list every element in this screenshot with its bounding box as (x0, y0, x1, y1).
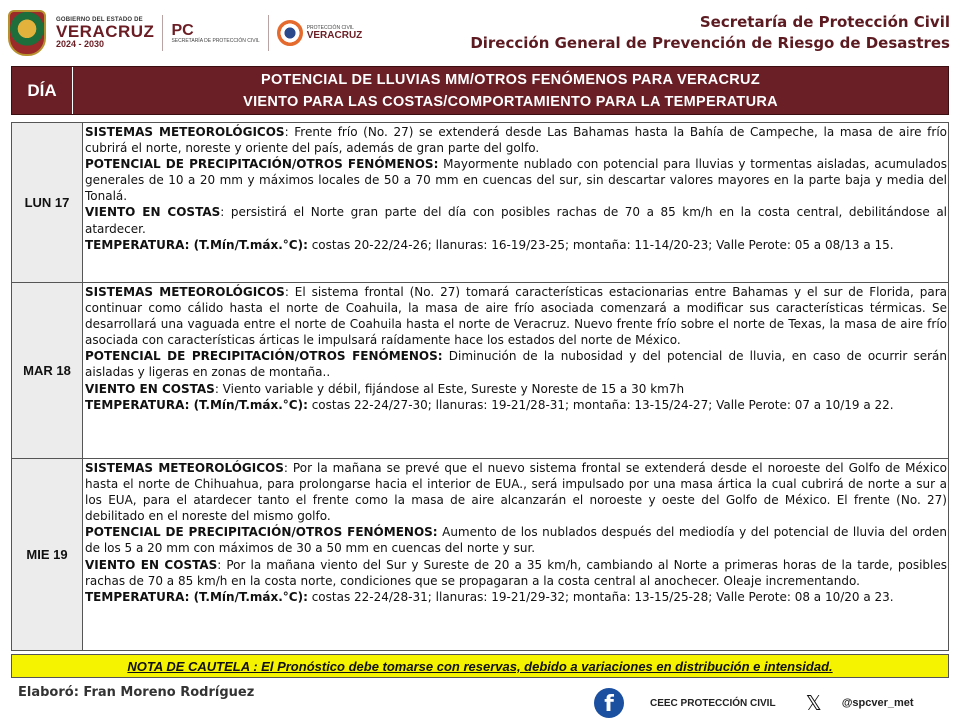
forecast-row-lun17 (12, 123, 948, 283)
pc-veracruz-logo (307, 26, 363, 41)
civil-protection-emblem-icon (277, 20, 303, 46)
header-title-direccion: Dirección General de Prevención de Riesgo de Desastres (470, 34, 950, 52)
pc-logo-text: PC (171, 21, 194, 39)
potencial-label: POTENCIAL DE PRECIPITACIÓN/OTROS FENÓMENOS: (85, 349, 443, 364)
temperatura-text: costas 20-22/24-26; llanuras: 16-19/23-25; montaña: 11-14/20-23; Valle Perote: 05 a 08/13 a 15. (307, 237, 894, 252)
potencial-text: Mayormente nublado con potencial para lluvias y tormentas aisladas, acumulados generales de 10 a 20 mm y máximos locales de 50 a 70 mm en cuencas del sur, sin descartar valores mayores en la parte baja y media del Tonalá. (85, 157, 947, 204)
temperatura-text: costas 22-24/28-31; llanuras: 19-21/29-32; montaña: 13-15/25-28; Valle Perote: 08 a 10/20 a 23. (307, 589, 894, 604)
pc-veracruz-small: PROTECCIÓN CIVIL (306, 24, 354, 31)
forecast-text (83, 283, 948, 458)
sistemas-label: SISTEMAS METEOROLÓGICOS (85, 461, 284, 475)
viento-text: : persistirá el Norte gran parte del día con posibles rachas de 70 a 85 km/h en la costa central, debilitándose al atardecer. (85, 205, 948, 236)
forecast-header-line1: POTENCIAL DE LLUVIAS MM/OTROS FENÓMENOS PARA VERACRUZ (261, 71, 760, 88)
pc-logo (171, 23, 259, 44)
day-label: MIE 19 (12, 459, 83, 650)
sistemas-text: : Frente frío (No. 27) se extenderá desde Las Bahamas hasta la Bahía de Campeche, la masa de aire frío cubrirá el norte, noreste y oriente del país, además de gran parte del golfo. (85, 125, 947, 156)
sistemas-label: SISTEMAS METEOROLÓGICOS (85, 285, 285, 299)
viento-label: VIENTO EN COSTAS (85, 557, 218, 572)
facebook-link[interactable]: CEEC PROTECCIÓN CIVIL (650, 697, 776, 709)
header-title-secretaria: Secretaría de Protección Civil (699, 13, 950, 31)
forecast-column-header (73, 67, 948, 114)
government-logo (56, 17, 154, 49)
logo-divider (268, 15, 269, 51)
pc-logo-subtext: SECRETARÍA DE PROTECCIÓN CIVIL (171, 37, 260, 44)
pc-veracruz-big: VERACRUZ (306, 29, 363, 41)
gov-years: 2024 - 2030 (56, 39, 105, 49)
x-handle-link[interactable]: @spcver_met (841, 697, 914, 709)
day-label: LUN 17 (12, 123, 83, 282)
temperatura-label: TEMPERATURA: (T.Mín/T.máx.°C): (85, 397, 308, 412)
temperatura-label: TEMPERATURA: (T.Mín/T.máx.°C): (85, 589, 308, 604)
facebook-icon[interactable]: f (594, 688, 624, 718)
viento-text: : Por la mañana viento del Sur y Sureste de 20 a 35 km/h, cambiando al Norte a primeras horas de la tarde, posibles rachas de 70 a 85 km/h en la costa norte, condiciones que se propagaran a la costa central al anochecer. Oleaje incrementando. (85, 557, 948, 588)
x-icon[interactable]: 𝕏 (805, 691, 822, 715)
sistemas-label: SISTEMAS METEOROLÓGICOS (85, 125, 285, 139)
header-titles (470, 12, 950, 54)
potencial-label: POTENCIAL DE PRECIPITACIÓN/OTROS FENÓMENOS: (85, 525, 438, 540)
forecast-row-mar18 (12, 283, 948, 459)
gov-state-name: VERACRUZ (56, 22, 155, 41)
potencial-text: Aumento de los nublados después del mediodía y del potencial de lluvia del orden de los 5 a 20 mm con máximos de 30 a 50 mm en cuencas del norte y sur. (85, 525, 947, 556)
day-column-header: DÍA (12, 67, 73, 114)
sistemas-text: : El sistema frontal (No. 27) tomará características estacionarias entre Bahamas y el sur de Florida, para continuar como cálido hasta el norte de Coahuila, la masa de aire frío asociada comenzará a modificar sus características térmicas. Se desarrollará una vaguada entre el norte de Coahuila hasta el norte de Veracruz. Nuevo frente frío sobre el norte de Texas, la masa de aire frío asociada con características árticas le impulsará raídamente hace los estados del norte de México. (85, 285, 947, 348)
day-label: MAR 18 (12, 283, 83, 458)
potencial-label: POTENCIAL DE PRECIPITACIÓN/OTROS FENÓMENOS: (85, 157, 439, 172)
logos-bar (8, 8, 362, 58)
viento-label: VIENTO EN COSTAS (85, 381, 215, 396)
potencial-text: Diminución de la nubosidad y del potencial de lluvia, en caso de ocurrir serán aisladas y ligeras en zonas de montaña.. (85, 349, 947, 380)
caution-note: NOTA DE CAUTELA : El Pronóstico debe tomarse con reservas, debido a variaciones en distribución e intensidad. (11, 654, 949, 678)
forecast-header-line2: VIENTO PARA LAS COSTAS/COMPORTAMIENTO PARA LA TEMPERATURA (243, 93, 778, 110)
viento-label: VIENTO EN COSTAS (85, 205, 221, 220)
veracruz-coat-of-arms-icon (8, 10, 46, 56)
sistemas-text: : Por la mañana se prevé que el nuevo sistema frontal se extenderá desde el noroeste del Golfo de México hasta el norte de Chihuahua, para prolongarse hacia el interior de EUA., será impulsado por una masa ártica la cual cubrirá de norte a sur a los EUA, para el atardecer tanto el frente como la masa de aire alcanzarán el noroeste y oeste del Golfo de México. El frente (No. 27) debilitado en el noreste del mismo golfo. (85, 461, 947, 524)
page-header (0, 0, 960, 64)
author-credit: Elaboró: Fran Moreno Rodríguez (18, 685, 255, 700)
forecast-text (83, 123, 948, 282)
viento-text: : Viento variable y débil, fijándose al Este, Sureste y Noreste de 15 a 30 km7h (214, 381, 685, 396)
table-header-banner (11, 66, 949, 115)
forecast-table (11, 122, 949, 651)
logo-divider (162, 15, 163, 51)
gov-small-text: GOBIERNO DEL ESTADO DE (56, 17, 143, 23)
forecast-text (83, 459, 948, 650)
forecast-row-mie19 (12, 459, 948, 650)
temperatura-text: costas 22-24/27-30; llanuras: 19-21/28-31; montaña: 13-15/24-27; Valle Perote: 07 a 10/19 a 22. (307, 397, 894, 412)
social-links (594, 688, 914, 718)
temperatura-label: TEMPERATURA: (T.Mín/T.máx.°C): (85, 237, 308, 252)
